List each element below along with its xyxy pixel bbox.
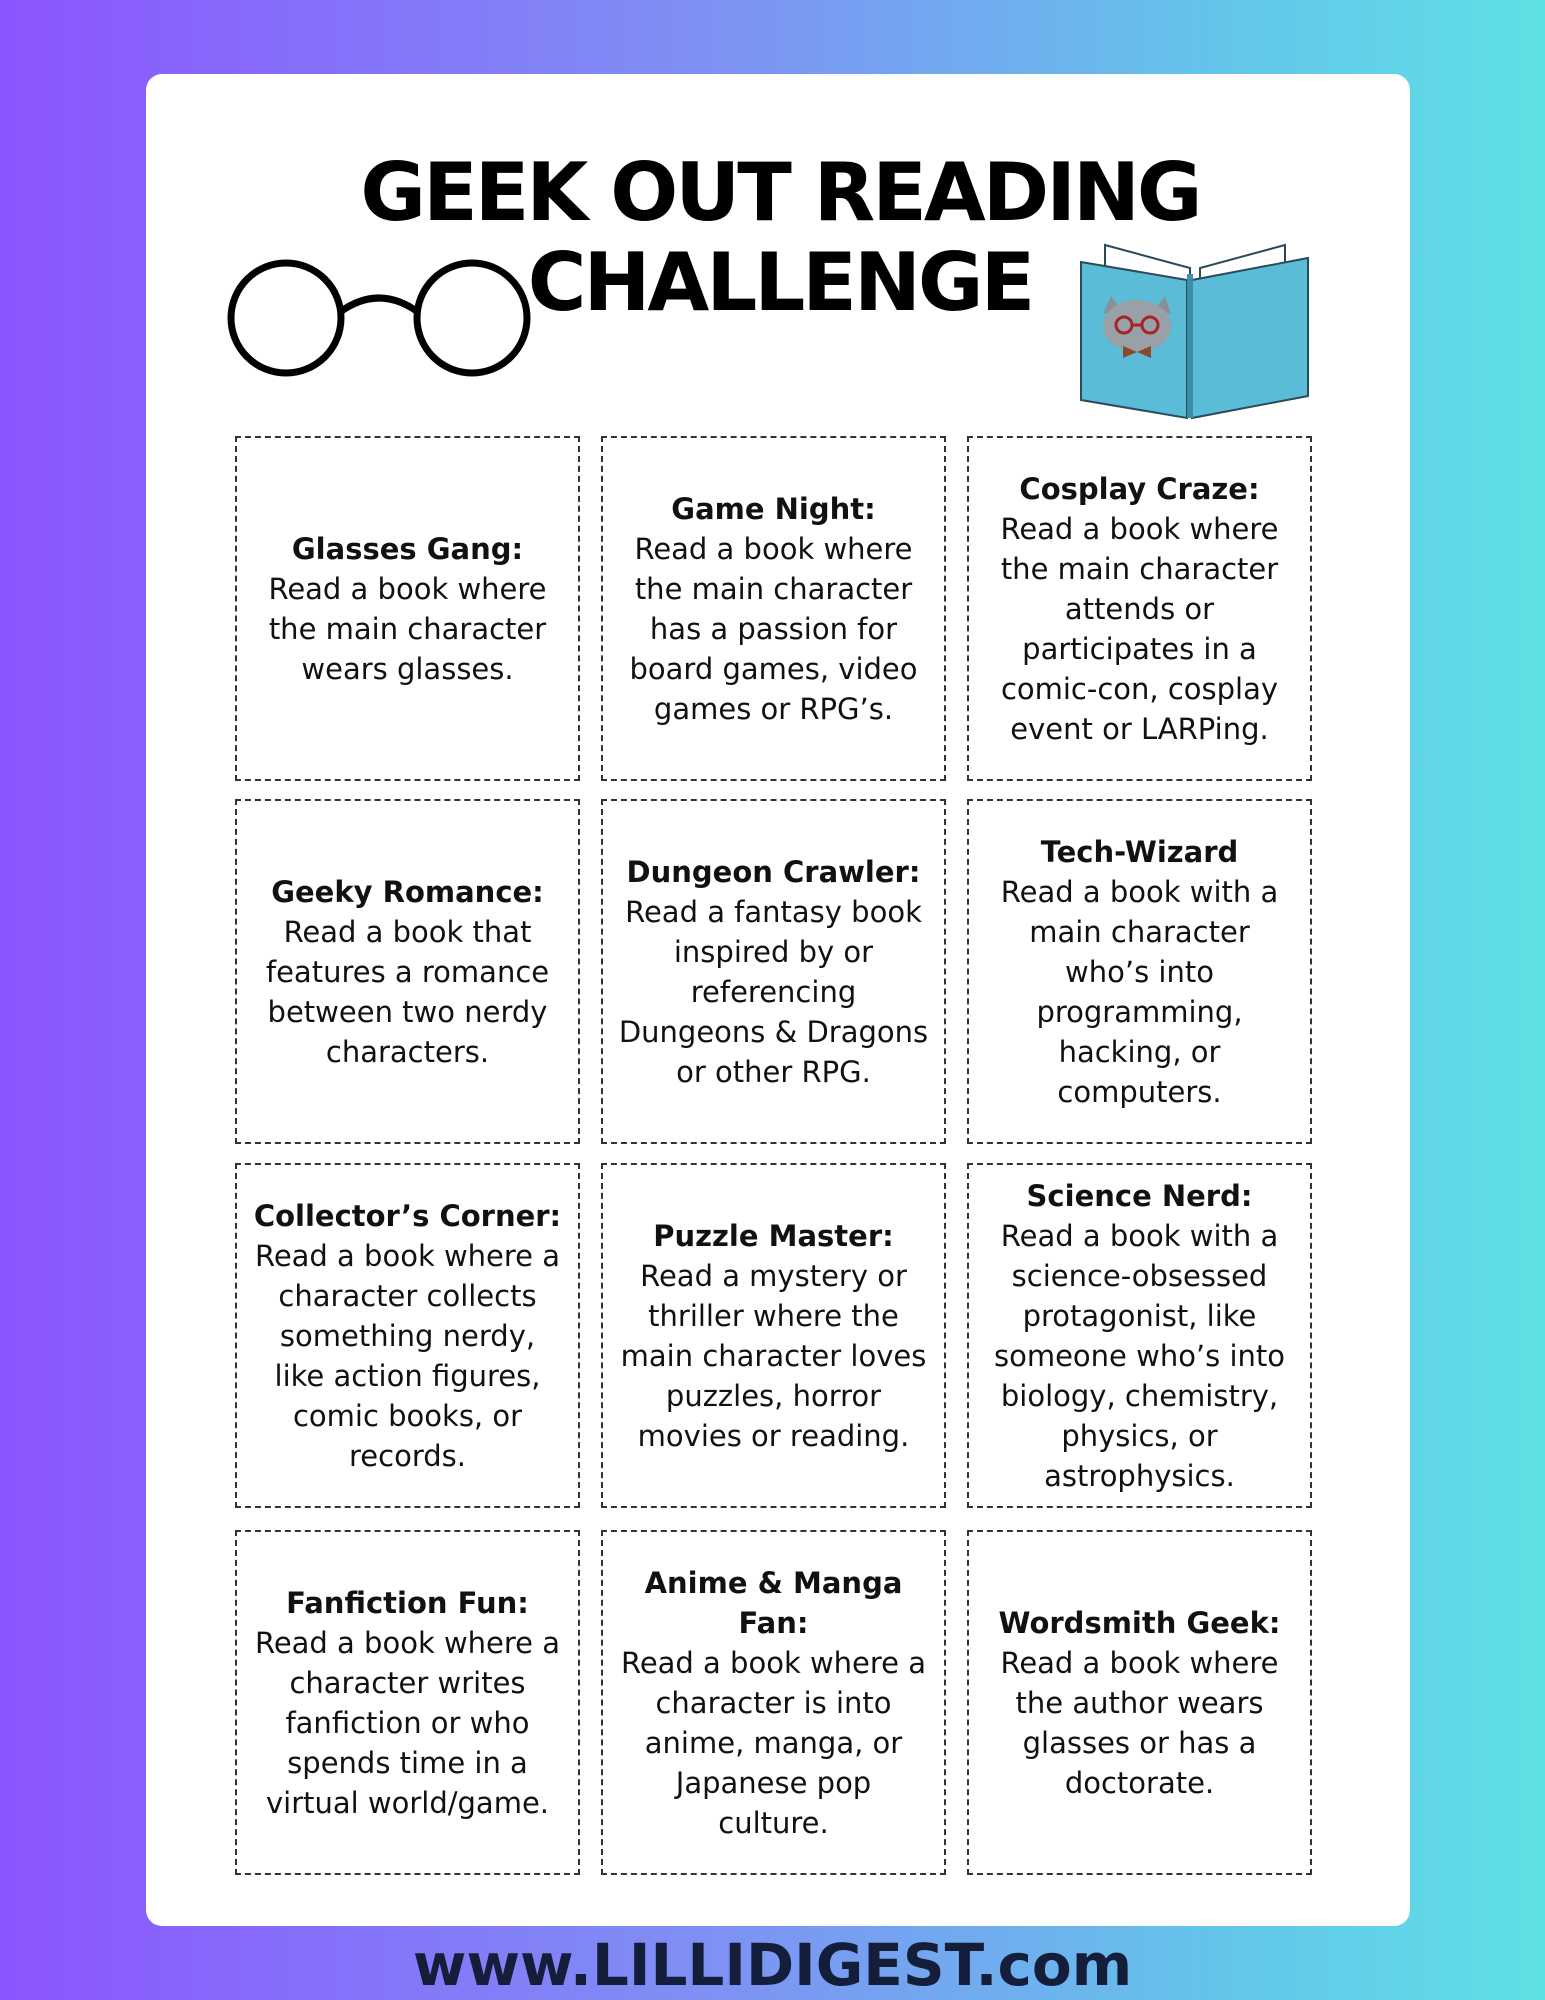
challenge-title: Fanfiction Fun: — [286, 1585, 529, 1620]
challenge-description: Read a mystery or thriller where the main character loves puzzles, horror movies or reading. — [620, 1258, 927, 1453]
challenge-cell — [601, 1530, 946, 1875]
challenge-cell — [235, 1163, 580, 1508]
challenge-description: Read a book where a character collects something nerdy, like action figures, comic books, or records. — [254, 1238, 561, 1473]
challenge-title: Anime & Manga Fan: — [644, 1565, 903, 1640]
challenge-title: Collector’s Corner: — [253, 1198, 562, 1233]
challenge-description: Read a book with a science-obsessed protagonist, like someone who’s into biology, chemistry, physics, or astrophysics. — [993, 1218, 1286, 1493]
challenge-description: Read a book where the author wears glasses or has a doctorate. — [1000, 1645, 1279, 1800]
challenge-cell — [235, 799, 580, 1144]
website-url: www.LILLIDIGEST.com — [412, 1931, 1133, 1999]
challenge-title: Science Nerd: — [1026, 1178, 1253, 1213]
challenge-title: Geeky Romance: — [271, 874, 544, 909]
challenge-cell — [601, 436, 946, 781]
challenge-description: Read a fantasy book inspired by or referencing Dungeons & Dragons or other RPG. — [618, 894, 929, 1089]
challenge-title: Tech-Wizard — [1040, 834, 1239, 869]
challenge-description: Read a book with a main character who’s into programming, hacking, or computers. — [1000, 874, 1279, 1109]
challenge-cell — [967, 1163, 1312, 1508]
challenge-description: Read a book that features a romance between two nerdy characters. — [265, 914, 550, 1069]
challenge-cell — [967, 436, 1312, 781]
challenge-cell — [235, 1530, 580, 1875]
challenge-title: Wordsmith Geek: — [998, 1605, 1281, 1640]
challenge-title: Game Night: — [671, 491, 876, 526]
title-line-2: CHALLENGE — [527, 236, 1033, 329]
challenge-description: Read a book where a character is into anime, manga, or Japanese pop culture. — [620, 1645, 927, 1840]
challenge-cell — [601, 1163, 946, 1508]
challenge-title: Dungeon Crawler: — [626, 854, 921, 889]
challenge-description: Read a book where a character writes fanfiction or who spends time in a virtual world/game. — [254, 1625, 561, 1820]
challenge-description: Read a book where the main character attends or participates in a comic-con, cosplay event or LARPing. — [1000, 511, 1279, 746]
challenge-description: Read a book where the main character has a passion for board games, video games or RPG’s. — [629, 531, 918, 726]
challenge-title: Cosplay Craze: — [1019, 471, 1260, 506]
title-line-1: GEEK OUT READING — [360, 146, 1200, 239]
challenge-title: Glasses Gang: — [291, 531, 524, 566]
challenge-cell — [967, 799, 1312, 1144]
challenge-description: Read a book where the main character wears glasses. — [268, 571, 547, 686]
challenge-cell — [967, 1530, 1312, 1875]
challenge-cell — [601, 799, 946, 1144]
challenge-title: Puzzle Master: — [653, 1218, 894, 1253]
challenge-cell — [235, 436, 580, 781]
